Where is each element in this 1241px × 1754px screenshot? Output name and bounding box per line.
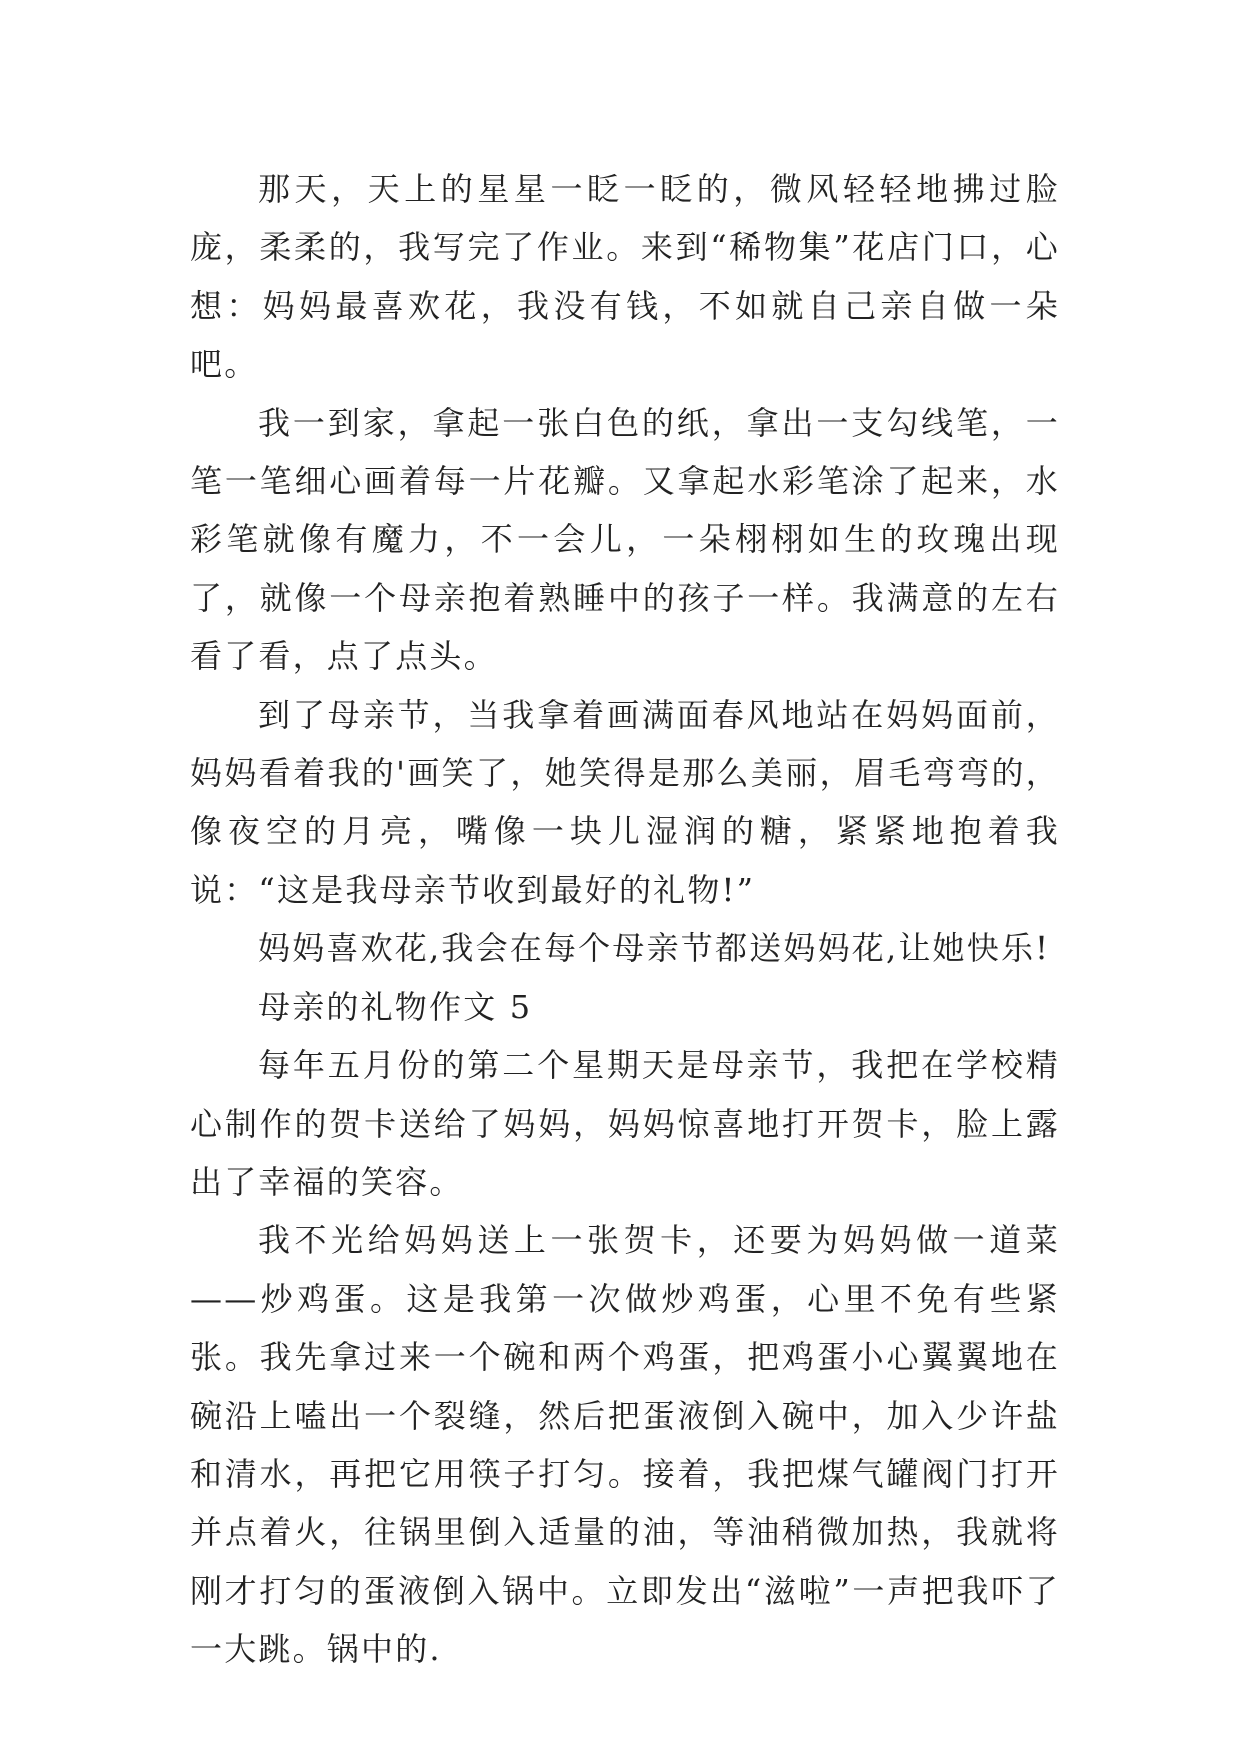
essay-body xyxy=(190,160,1060,1679)
paragraph: 那天，天上的星星一眨一眨的，微风轻轻地拂过脸庞，柔柔的，我写完了作业。来到“稀物集”花店门口，心想：妈妈最喜欢花，我没有钱，不如就自己亲自做一朵吧。 xyxy=(190,170,1060,384)
paragraph: 我不光给妈妈送上一张贺卡，还要为妈妈做一道菜——炒鸡蛋。这是我第一次做炒鸡蛋，心里不免有些紧张。我先拿过来一个碗和两个鸡蛋，把鸡蛋小心翼翼地在碗沿上嗑出一个裂缝，然后把蛋液倒入碗中，加入少许盐和清水，再把它用筷子打匀。接着，我把煤气罐阀门打开并点着火，往锅里倒入适量的油，等油稍微加热，我就将刚才打匀的蛋液倒入锅中。立即发出“滋啦”一声把我吓了一大跳。锅中的. xyxy=(190,1221,1060,1669)
paragraph: 到了母亲节，当我拿着画满面春风地站在妈妈面前，妈妈看着我的'画笑了，她笑得是那么美丽，眉毛弯弯的，像夜空的月亮，嘴像一块儿湿润的糖，紧紧地抱着我说：“这是我母亲节收到最好的礼物!” xyxy=(190,695,1060,909)
paragraph: 每年五月份的第二个星期天是母亲节，我把在学校精心制作的贺卡送给了妈妈，妈妈惊喜地打开贺卡，脸上露出了幸福的笑容。 xyxy=(190,1046,1060,1201)
section-heading: 母亲的礼物作文 5 xyxy=(258,987,533,1026)
paragraph: 我一到家，拿起一张白色的纸，拿出一支勾线笔，一笔一笔细心画着每一片花瓣。又拿起水彩笔涂了起来，水彩笔就像有魔力，不一会儿，一朵栩栩如生的玫瑰出现了，就像一个母亲抱着熟睡中的孩子一样。我满意的左右看了看，点了点头。 xyxy=(190,403,1060,676)
paragraph: 妈妈喜欢花,我会在每个母亲节都送妈妈花,让她快乐! xyxy=(258,929,1051,968)
